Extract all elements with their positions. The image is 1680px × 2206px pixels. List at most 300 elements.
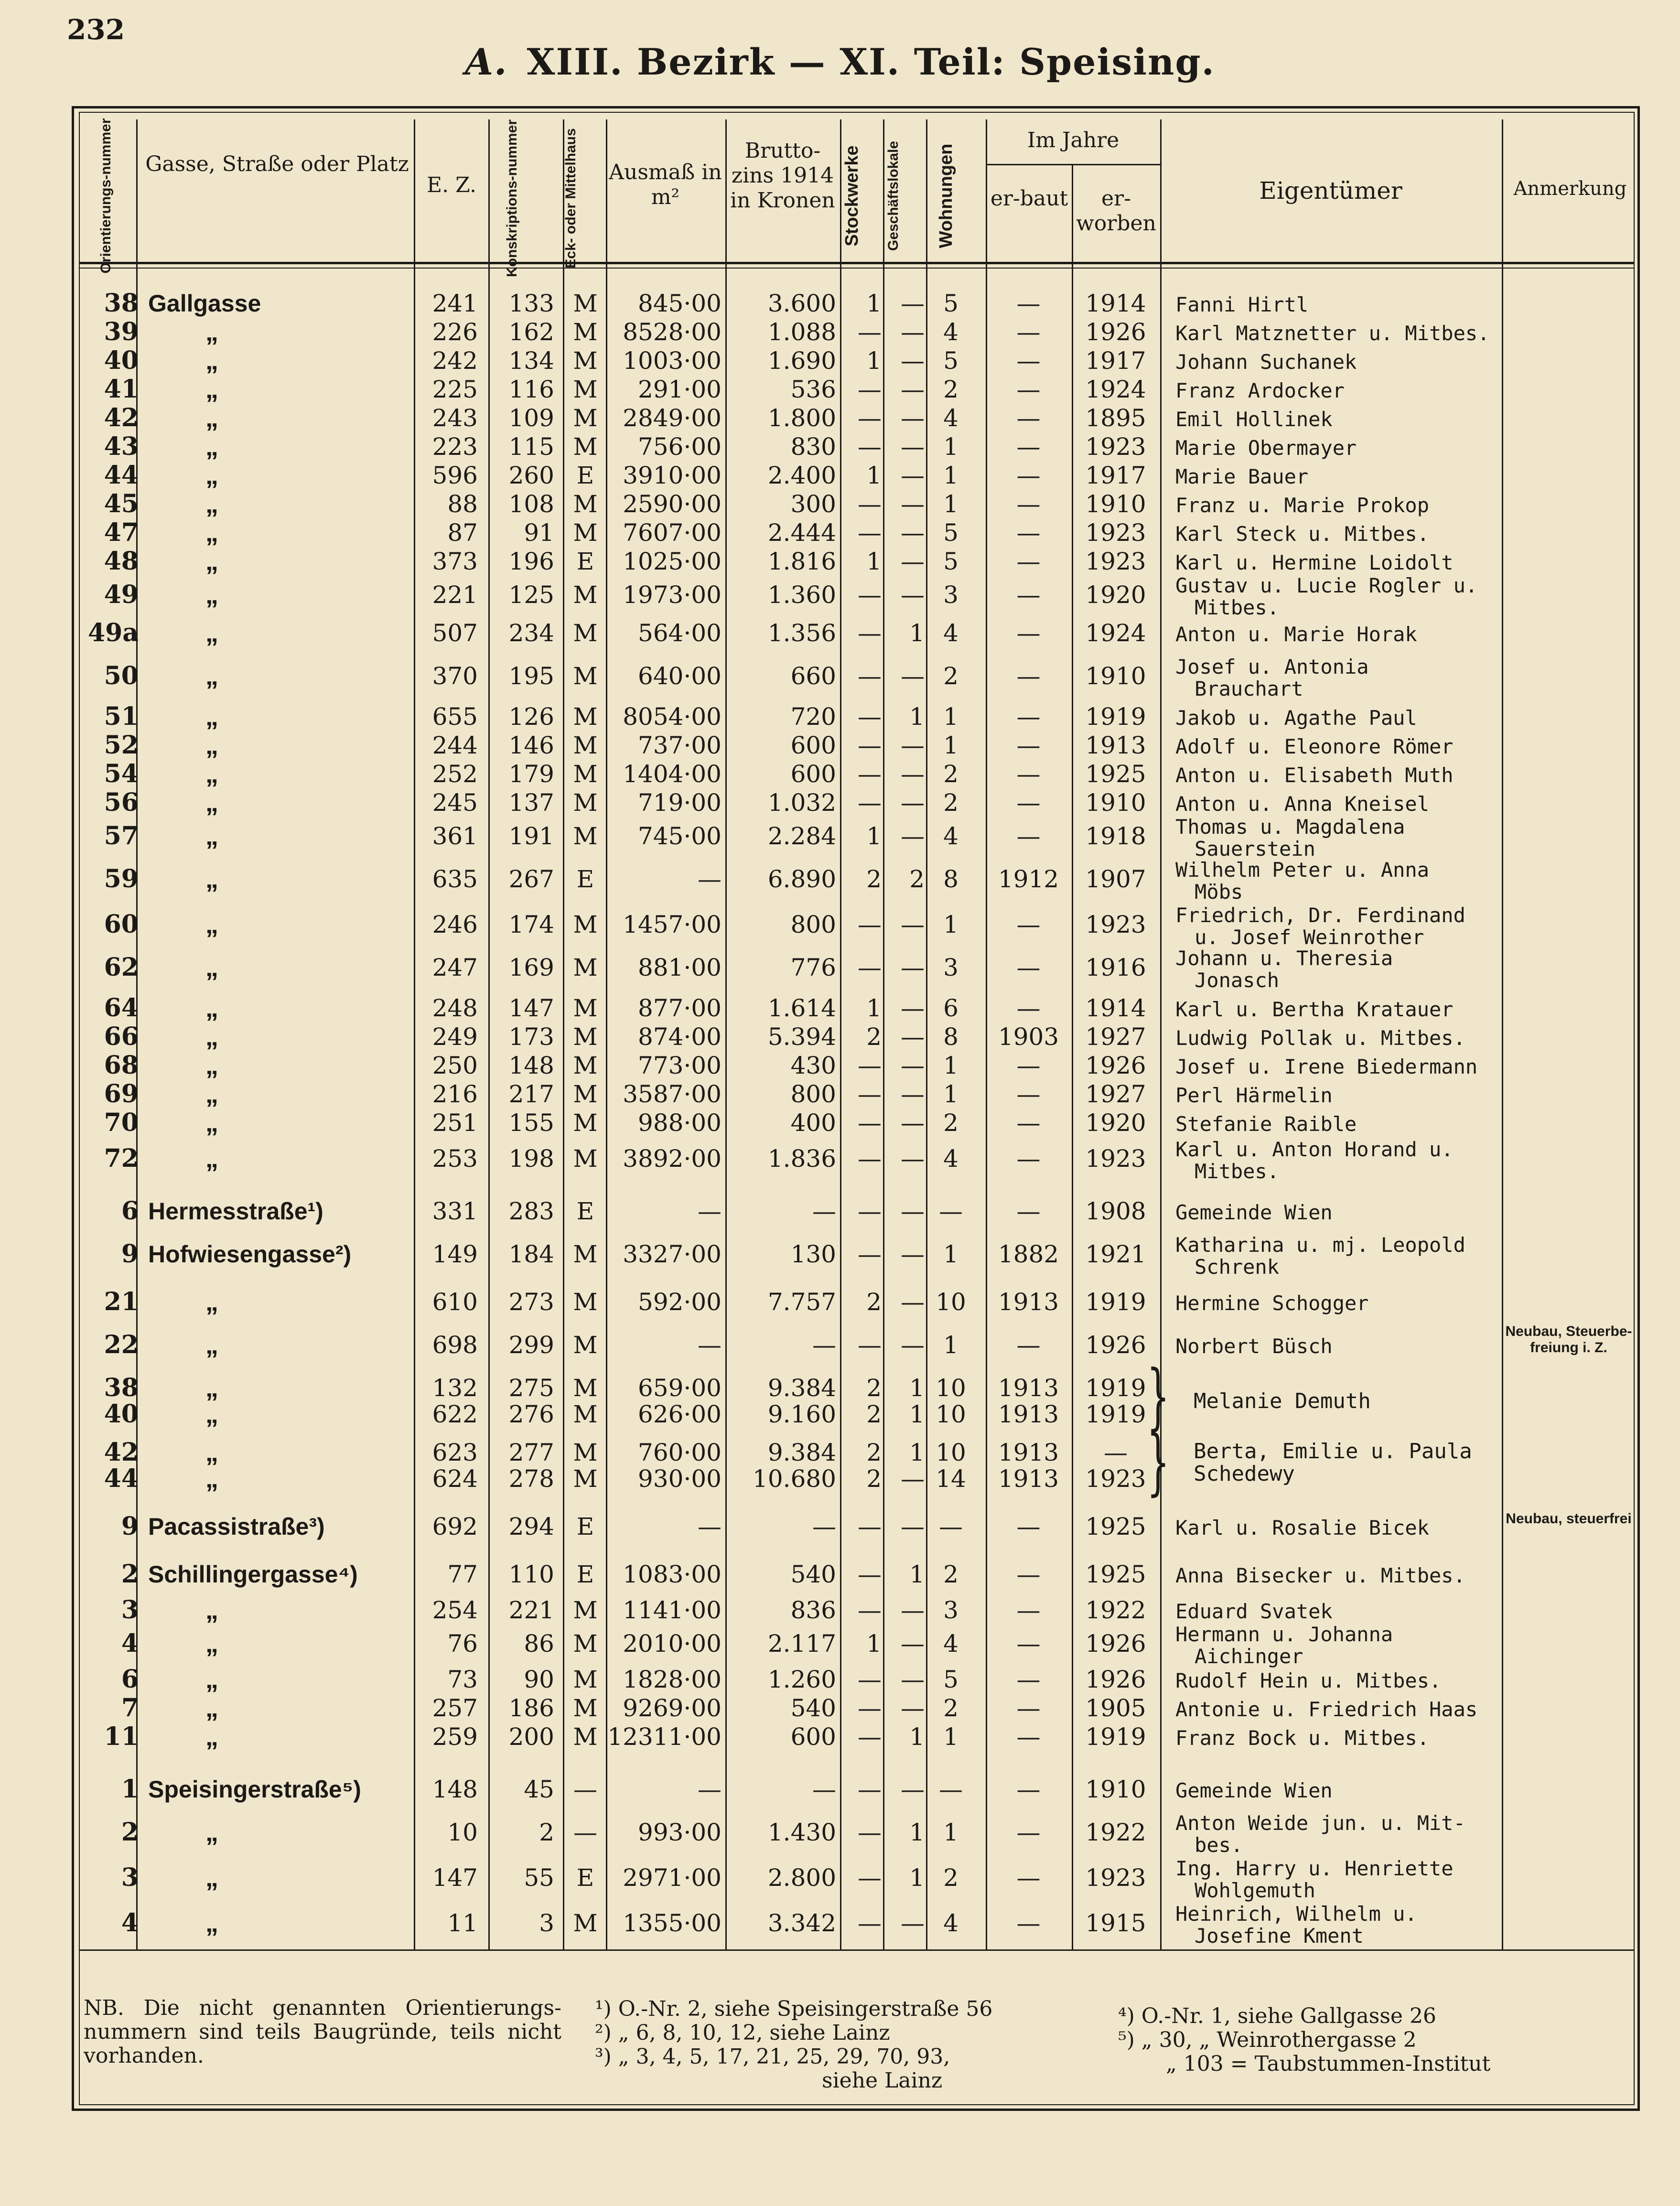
cell-aus: 640·00 bbox=[638, 662, 722, 690]
cell-owner bbox=[1175, 1292, 1500, 1314]
cell-ez: 243 bbox=[432, 404, 478, 432]
cell-wo: 4 bbox=[943, 1145, 958, 1173]
cell-aus: 1355·00 bbox=[623, 1909, 722, 1937]
cell-em: — bbox=[573, 1776, 597, 1803]
owner-line-2: Sauerstein bbox=[1195, 837, 1315, 861]
cell-aus: 564·00 bbox=[638, 619, 722, 647]
owner-line-1: Ludwig Pollak u. Mitbes. bbox=[1175, 1026, 1465, 1050]
cell-street: „ bbox=[205, 1288, 218, 1316]
table-row bbox=[0, 346, 1680, 375]
cell-owner bbox=[1175, 437, 1500, 459]
cell-nr: 72 bbox=[104, 1144, 139, 1173]
cell-st: — bbox=[858, 1596, 882, 1624]
cell-owner bbox=[1175, 1202, 1500, 1224]
cell-st: 2 bbox=[866, 1400, 882, 1428]
cell-kn: 221 bbox=[508, 1596, 554, 1624]
cell-street: Pacassistraße³) bbox=[148, 1513, 325, 1540]
cell-street: „ bbox=[205, 760, 218, 788]
cell-owner bbox=[1175, 859, 1500, 903]
cell-aus: 719·00 bbox=[638, 789, 722, 817]
cell-kn: 260 bbox=[508, 462, 554, 489]
cell-wo: 5 bbox=[943, 347, 958, 375]
cell-ew: 1924 bbox=[1085, 619, 1146, 647]
cell-wo: 1 bbox=[943, 1723, 958, 1751]
cell-nr: 68 bbox=[104, 1051, 139, 1080]
cell-st: — bbox=[858, 760, 882, 788]
cell-kn: 90 bbox=[524, 1666, 554, 1693]
owner-line-1: Franz Ardocker bbox=[1175, 379, 1345, 402]
cell-bz: 1.614 bbox=[767, 994, 836, 1022]
cell-aus: 1003·00 bbox=[623, 347, 722, 375]
cell-kn: 109 bbox=[508, 404, 554, 432]
table-row bbox=[0, 1331, 1680, 1359]
cell-ez: 596 bbox=[432, 462, 478, 489]
cell-owner bbox=[1175, 1601, 1500, 1623]
cell-owner bbox=[1175, 1234, 1500, 1278]
owner-line-2: Brauchart bbox=[1195, 677, 1303, 700]
cell-ew: 1923 bbox=[1085, 911, 1146, 938]
cell-gl: — bbox=[901, 347, 925, 375]
cell-wo: 8 bbox=[943, 1023, 958, 1051]
cell-gl: 2 bbox=[909, 865, 925, 893]
cell-aus: — bbox=[698, 1513, 722, 1540]
cell-aus: 3910·00 bbox=[623, 462, 722, 489]
cell-gl: — bbox=[901, 1776, 925, 1803]
cell-kn: 275 bbox=[508, 1374, 554, 1402]
cell-owner bbox=[1175, 1903, 1500, 1947]
cell-street: Schillingergasse⁴) bbox=[148, 1561, 358, 1588]
cell-ew: 1919 bbox=[1085, 1400, 1146, 1428]
cell-kn: 146 bbox=[508, 732, 554, 759]
cell-gl: 1 bbox=[909, 1864, 925, 1892]
owner-line-1: Josef u. Antonia bbox=[1175, 655, 1369, 678]
owner-line-1: Anton u. Marie Horak bbox=[1175, 623, 1417, 646]
cell-gl: — bbox=[901, 1145, 925, 1173]
cell-aus: 592·00 bbox=[638, 1288, 722, 1316]
cell-ez: 73 bbox=[447, 1666, 478, 1693]
cell-street: „ bbox=[205, 1818, 218, 1847]
cell-wo: 1 bbox=[943, 1331, 958, 1359]
cell-aus: 988·00 bbox=[638, 1109, 722, 1137]
cell-bz: — bbox=[812, 1513, 836, 1540]
cell-bz: 830 bbox=[790, 433, 836, 461]
header-geschaeft: Geschäftslokale bbox=[885, 140, 901, 251]
cell-aus: 1828·00 bbox=[623, 1666, 722, 1693]
cell-kn: 155 bbox=[508, 1109, 554, 1137]
cell-ew: 1921 bbox=[1085, 1240, 1146, 1268]
cell-owner bbox=[1175, 816, 1500, 860]
cell-gl: 1 bbox=[909, 1439, 925, 1466]
cell-eb: 1913 bbox=[998, 1400, 1059, 1428]
cell-bz: 1.360 bbox=[767, 581, 836, 609]
cell-kn: 137 bbox=[508, 789, 554, 817]
table-row bbox=[0, 788, 1680, 817]
cell-street: „ bbox=[205, 910, 218, 939]
cell-ez: 148 bbox=[432, 1776, 478, 1803]
cell-ew: 1924 bbox=[1085, 376, 1146, 403]
cell-bz: — bbox=[812, 1776, 836, 1803]
cell-wo: 10 bbox=[936, 1439, 966, 1466]
cell-bz: 600 bbox=[790, 760, 836, 788]
cell-owner bbox=[1175, 466, 1500, 488]
table-row bbox=[0, 619, 1680, 647]
cell-aus: 874·00 bbox=[638, 1023, 722, 1051]
cell-ew: 1923 bbox=[1085, 1465, 1146, 1493]
cell-eb: — bbox=[1016, 1513, 1041, 1540]
cell-owner bbox=[1175, 1565, 1500, 1587]
cell-ew: 1926 bbox=[1085, 1630, 1146, 1657]
cell-aus: 1025·00 bbox=[623, 548, 722, 575]
cell-wo: 14 bbox=[936, 1465, 966, 1493]
cell-bz: 2.400 bbox=[767, 462, 836, 489]
cell-bz: 600 bbox=[790, 1723, 836, 1751]
header-orientierung: Orientierungs-nummer bbox=[98, 118, 114, 274]
cell-aus: 1457·00 bbox=[623, 911, 722, 938]
owner-line-1: Karl Steck u. Mitbes. bbox=[1175, 522, 1430, 546]
cell-nr: 2 bbox=[121, 1818, 139, 1847]
cell-owner bbox=[1175, 495, 1500, 517]
cell-gl: — bbox=[901, 822, 925, 850]
cell-aus: 773·00 bbox=[638, 1052, 722, 1079]
header-anmerkung: Anmerkung bbox=[1513, 178, 1627, 200]
cell-owner bbox=[1175, 351, 1500, 373]
cell-nr: 4 bbox=[121, 1629, 139, 1658]
cell-eb: — bbox=[1016, 1776, 1041, 1803]
owner-line-2: u. Josef Weinrother bbox=[1195, 925, 1424, 949]
cell-bz: 1.816 bbox=[767, 548, 836, 575]
cell-ew: 1919 bbox=[1085, 1288, 1146, 1316]
footnote-3b: siehe Lainz bbox=[822, 2068, 943, 2093]
cell-ez: 253 bbox=[432, 1145, 478, 1173]
cell-gl: — bbox=[901, 548, 925, 575]
cell-ew: 1908 bbox=[1085, 1197, 1146, 1225]
cell-eb: — bbox=[1016, 1197, 1041, 1225]
cell-em: M bbox=[573, 911, 598, 938]
cell-st: — bbox=[858, 1109, 882, 1137]
cell-ez: 249 bbox=[432, 1023, 478, 1051]
cell-street: „ bbox=[205, 1596, 218, 1625]
header-wohnungen: Wohnungen bbox=[936, 143, 956, 248]
cell-ew: 1918 bbox=[1085, 822, 1146, 850]
cell-aus: 3587·00 bbox=[623, 1080, 722, 1108]
cell-gl: 1 bbox=[909, 1560, 925, 1588]
header-eigentuemer: Eigentümer bbox=[1259, 177, 1402, 204]
cell-st: 2 bbox=[866, 1465, 882, 1493]
cell-gl: — bbox=[901, 760, 925, 788]
cell-nr: 9 bbox=[121, 1239, 139, 1269]
cell-owner bbox=[1175, 1056, 1500, 1078]
cell-wo: 2 bbox=[943, 1864, 958, 1892]
cell-wo: 5 bbox=[943, 519, 958, 547]
cell-owner bbox=[1175, 1624, 1500, 1668]
cell-wo: 1 bbox=[943, 1819, 958, 1846]
cell-street: „ bbox=[205, 1022, 218, 1051]
owner-line-1: Friedrich, Dr. Ferdinand bbox=[1175, 904, 1465, 927]
table-row bbox=[0, 1233, 1680, 1279]
cell-nr: 6 bbox=[121, 1665, 139, 1694]
cell-ez: 247 bbox=[432, 954, 478, 981]
owner-line-1: Emil Hollinek bbox=[1175, 408, 1333, 431]
cell-nr: 22 bbox=[104, 1330, 139, 1359]
cell-em: M bbox=[573, 822, 598, 850]
cell-st: — bbox=[858, 732, 882, 759]
cell-gl: — bbox=[901, 1109, 925, 1137]
cell-kn: 91 bbox=[524, 519, 554, 547]
table-row bbox=[0, 1722, 1680, 1751]
cell-ew: 1922 bbox=[1085, 1819, 1146, 1846]
cell-em: M bbox=[573, 1240, 598, 1268]
cell-street: „ bbox=[205, 581, 218, 609]
cell-ez: 610 bbox=[432, 1288, 478, 1316]
owner-line-1: Johann Suchanek bbox=[1175, 350, 1357, 374]
cell-gl: — bbox=[901, 1197, 925, 1225]
cell-aus: 756·00 bbox=[638, 433, 722, 461]
cell-eb: — bbox=[1016, 490, 1041, 518]
cell-street: „ bbox=[205, 1464, 218, 1493]
cell-wo: 5 bbox=[943, 548, 958, 575]
cell-st: — bbox=[858, 1694, 882, 1722]
owner-line-1: Karl u. Rosalie Bicek bbox=[1175, 1516, 1430, 1539]
owner-line-1: Anton u. Anna Kneisel bbox=[1175, 792, 1430, 816]
cell-aus: 8054·00 bbox=[623, 703, 722, 731]
cell-gl: — bbox=[901, 1909, 925, 1937]
cell-em: M bbox=[573, 760, 598, 788]
cell-em: M bbox=[573, 994, 598, 1022]
cell-ez: 622 bbox=[432, 1400, 478, 1428]
cell-bz: 9.384 bbox=[767, 1439, 836, 1466]
cell-aus: 291·00 bbox=[638, 376, 722, 403]
cell-ez: 132 bbox=[432, 1374, 478, 1402]
cell-nr: 60 bbox=[104, 910, 139, 939]
table-row bbox=[0, 760, 1680, 788]
cell-bz: 400 bbox=[790, 1109, 836, 1137]
cell-st: — bbox=[858, 662, 882, 690]
cell-gl: 1 bbox=[909, 1723, 925, 1751]
cell-nr: 64 bbox=[104, 993, 139, 1022]
cell-owner bbox=[1175, 793, 1500, 815]
cell-street: „ bbox=[205, 702, 218, 731]
cell-street: „ bbox=[205, 1374, 218, 1402]
owner-line-1: Gemeinde Wien bbox=[1175, 1779, 1333, 1802]
cell-eb: 1913 bbox=[998, 1288, 1059, 1316]
table-row bbox=[0, 1080, 1680, 1108]
cell-em: M bbox=[573, 1909, 598, 1937]
cell-ew: 1915 bbox=[1085, 1909, 1146, 1937]
cell-wo: 2 bbox=[943, 1560, 958, 1588]
footnote-3: ³) „ 3, 4, 5, 17, 21, 25, 29, 70, 93, bbox=[595, 2045, 950, 2069]
page-number: 232 bbox=[67, 13, 125, 46]
page-title bbox=[0, 41, 1680, 83]
cell-kn: 116 bbox=[508, 376, 554, 403]
cell-gl: — bbox=[901, 789, 925, 817]
cell-ez: 244 bbox=[432, 732, 478, 759]
cell-eb: — bbox=[1016, 1819, 1041, 1846]
cell-ez: 147 bbox=[432, 1864, 478, 1892]
cell-nr: 49 bbox=[104, 580, 139, 609]
table-row bbox=[0, 1288, 1680, 1316]
cell-eb: — bbox=[1016, 1864, 1041, 1892]
cell-eb: — bbox=[1016, 581, 1041, 609]
cell-kn: 162 bbox=[508, 318, 554, 346]
cell-eb: — bbox=[1016, 732, 1041, 759]
cell-wo: 1 bbox=[943, 1080, 958, 1108]
brace: } bbox=[1147, 1355, 1170, 1438]
cell-gl: 1 bbox=[909, 1400, 925, 1428]
cell-ew: — bbox=[1104, 1439, 1128, 1466]
brace-owner-schedewy-line1: Berta, Emilie u. Paula bbox=[1194, 1439, 1472, 1463]
cell-st: — bbox=[858, 1331, 882, 1359]
cell-street: „ bbox=[205, 1629, 218, 1658]
cell-aus: 1083·00 bbox=[623, 1560, 722, 1588]
cell-nr: 52 bbox=[104, 731, 139, 760]
cell-eb: 1913 bbox=[998, 1465, 1059, 1493]
cell-em: M bbox=[573, 1374, 598, 1402]
cell-eb: — bbox=[1016, 548, 1041, 575]
cell-kn: 125 bbox=[508, 581, 554, 609]
owner-line-1: Hermine Schogger bbox=[1175, 1291, 1369, 1315]
cell-eb: — bbox=[1016, 1909, 1041, 1937]
cell-ez: 254 bbox=[432, 1596, 478, 1624]
cell-bz: 130 bbox=[790, 1240, 836, 1268]
table-row bbox=[0, 318, 1680, 346]
cell-eb: — bbox=[1016, 619, 1041, 647]
cell-aus: 877·00 bbox=[638, 994, 722, 1022]
cell-aus: 930·00 bbox=[638, 1465, 722, 1493]
cell-em: M bbox=[573, 1400, 598, 1428]
cell-st: — bbox=[858, 619, 882, 647]
cell-wo: 1 bbox=[943, 1052, 958, 1079]
cell-ew: 1922 bbox=[1085, 1596, 1146, 1624]
owner-line-2: Wohlgemuth bbox=[1195, 1879, 1315, 1902]
owner-line-1: Karl u. Hermine Loidolt bbox=[1175, 551, 1454, 574]
cell-gl: — bbox=[901, 1465, 925, 1493]
cell-gl: — bbox=[901, 1288, 925, 1316]
owner-line-1: Stefanie Raible bbox=[1175, 1112, 1357, 1136]
cell-bz: 536 bbox=[790, 376, 836, 403]
cell-owner bbox=[1175, 1113, 1500, 1135]
cell-aus: 1404·00 bbox=[623, 760, 722, 788]
cell-nr: 48 bbox=[104, 547, 139, 576]
cell-nr: 40 bbox=[104, 1399, 139, 1429]
cell-st: — bbox=[858, 404, 882, 432]
cell-gl: — bbox=[901, 732, 925, 759]
cell-owner bbox=[1175, 624, 1500, 646]
cell-wo: — bbox=[939, 1513, 963, 1540]
cell-bz: 9.384 bbox=[767, 1374, 836, 1402]
cell-st: 1 bbox=[866, 548, 882, 575]
cell-ew: 1925 bbox=[1085, 1513, 1146, 1540]
cell-kn: 45 bbox=[524, 1776, 554, 1803]
cell-aus: 2590·00 bbox=[623, 490, 722, 518]
cell-nr: 38 bbox=[104, 289, 139, 318]
cell-kn: 186 bbox=[508, 1694, 554, 1722]
cell-bz: 300 bbox=[790, 490, 836, 518]
table-row bbox=[0, 947, 1680, 992]
title-text: XIII. Bezirk — XI. Teil: Speising. bbox=[527, 41, 1215, 83]
cell-aus: — bbox=[698, 1776, 722, 1803]
cell-ez: 225 bbox=[432, 376, 478, 403]
cell-gl: — bbox=[901, 1666, 925, 1693]
cell-owner bbox=[1175, 1139, 1500, 1183]
cell-street: „ bbox=[205, 1080, 218, 1108]
cell-bz: 1.088 bbox=[767, 318, 836, 346]
cell-eb: — bbox=[1016, 404, 1041, 432]
cell-gl: 1 bbox=[909, 703, 925, 731]
cell-owner bbox=[1175, 999, 1500, 1021]
cell-ez: 692 bbox=[432, 1513, 478, 1540]
cell-ew: 1919 bbox=[1085, 1723, 1146, 1751]
cell-kn: 134 bbox=[508, 347, 554, 375]
cell-nr: 42 bbox=[104, 1438, 139, 1467]
cell-wo: 2 bbox=[943, 662, 958, 690]
cell-wo: 1 bbox=[943, 433, 958, 461]
cell-kn: 2 bbox=[539, 1819, 554, 1846]
cell-st: — bbox=[858, 1909, 882, 1937]
owner-line-2: Jonasch bbox=[1195, 968, 1280, 992]
cell-street: „ bbox=[205, 518, 218, 547]
cell-kn: 277 bbox=[508, 1439, 554, 1466]
cell-bz: 1.260 bbox=[767, 1666, 836, 1693]
cell-wo: 3 bbox=[943, 954, 958, 981]
cell-wo: 4 bbox=[943, 404, 958, 432]
owner-line-1: Adolf u. Eleonore Römer bbox=[1175, 735, 1454, 758]
cell-em: M bbox=[573, 1694, 598, 1722]
cell-aus: 12311·00 bbox=[607, 1723, 722, 1751]
owner-line-1: Rudolf Hein u. Mitbes. bbox=[1175, 1669, 1442, 1692]
cell-bz: 540 bbox=[790, 1560, 836, 1588]
cell-kn: 273 bbox=[508, 1288, 554, 1316]
cell-wo: 5 bbox=[943, 290, 958, 317]
cell-st: — bbox=[858, 1819, 882, 1846]
cell-gl: 1 bbox=[909, 1819, 925, 1846]
cell-aus: 9269·00 bbox=[623, 1694, 722, 1722]
cell-nr: 1 bbox=[121, 1775, 139, 1804]
owner-line-2: Aichinger bbox=[1195, 1645, 1303, 1668]
cell-em: M bbox=[573, 1145, 598, 1173]
cell-nr: 47 bbox=[104, 518, 139, 547]
cell-nr: 51 bbox=[104, 702, 139, 731]
im-jahre-divider bbox=[986, 164, 1160, 165]
cell-nr: 62 bbox=[104, 953, 139, 982]
cell-st: — bbox=[858, 789, 882, 817]
cell-st: — bbox=[858, 1145, 882, 1173]
cell-owner bbox=[1175, 1812, 1500, 1856]
cell-st: 2 bbox=[866, 1439, 882, 1466]
cell-em: M bbox=[573, 789, 598, 817]
cell-st: — bbox=[858, 1666, 882, 1693]
header-stockwerke: Stockwerke bbox=[842, 145, 862, 247]
cell-ez: 331 bbox=[432, 1197, 478, 1225]
cell-owner bbox=[1175, 656, 1500, 700]
table-row bbox=[0, 1560, 1680, 1589]
cell-ez: 10 bbox=[447, 1819, 478, 1846]
cell-nr: 3 bbox=[121, 1595, 139, 1625]
footnote-4: ⁴) O.-Nr. 1, siehe Gallgasse 26 bbox=[1118, 2004, 1436, 2028]
footnote-nb: NB. Die nicht genannten Orientierungs-nummern sind teils Baugründe, teils nicht vorhanden. bbox=[84, 1996, 561, 2068]
owner-line-1: Marie Obermayer bbox=[1175, 436, 1357, 460]
cell-ez: 241 bbox=[432, 290, 478, 317]
cell-aus: — bbox=[698, 865, 722, 893]
cell-street: „ bbox=[205, 461, 218, 490]
cell-street: „ bbox=[205, 731, 218, 760]
cell-em: E bbox=[576, 548, 594, 575]
cell-nr: 2 bbox=[121, 1560, 139, 1589]
cell-owner bbox=[1175, 736, 1500, 758]
cell-st: 1 bbox=[866, 290, 882, 317]
cell-st: 2 bbox=[866, 1288, 882, 1316]
header-erbaut: er-baut bbox=[990, 186, 1068, 211]
cell-wo: — bbox=[939, 1776, 963, 1803]
